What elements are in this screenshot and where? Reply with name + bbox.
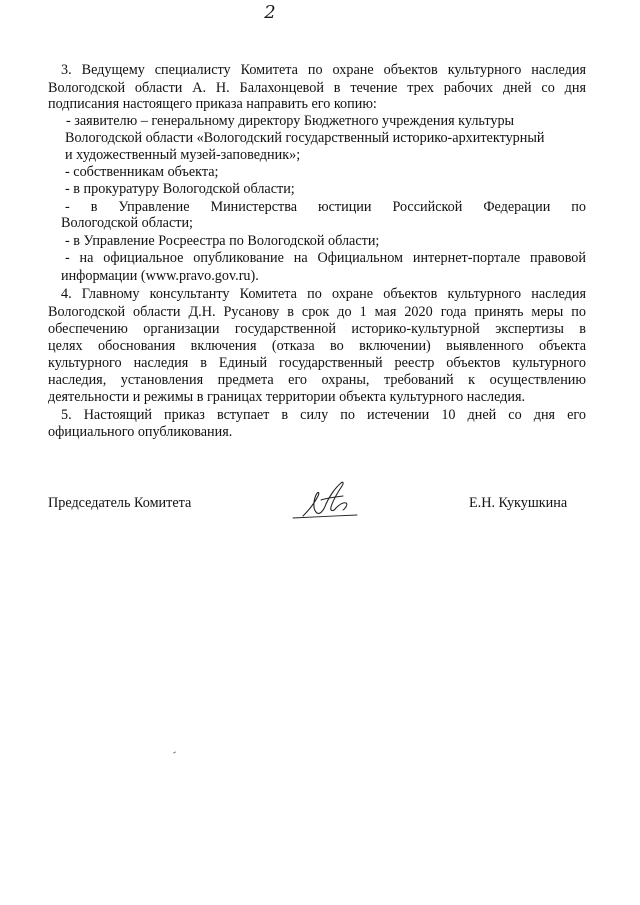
recipient-prosecutor: - в прокуратуру Вологодской области; xyxy=(65,181,295,197)
paragraph-4-line-1: 4. Главному консультанту Комитета по охране объектов культурного наследия xyxy=(61,286,586,302)
paragraph-4-line-6: наследия, установления предмета его охраны, требований к осуществлению xyxy=(48,372,586,388)
recipient-ministry-justice-line-2: Вологодской области; xyxy=(61,215,193,231)
paragraph-3-line-1: 3. Ведущему специалисту Комитета по охране объектов культурного наследия xyxy=(61,62,586,78)
page-number: 2 xyxy=(264,2,276,23)
recipient-applicant-line-3: и художественный музей-заповедник»; xyxy=(65,147,301,163)
paragraph-4-line-3: обеспечению организации государственной историко-культурной экспертизы в xyxy=(48,321,586,337)
paragraph-5-line-1: 5. Настоящий приказ вступает в силу по истечении 10 дней со дня его xyxy=(61,407,586,423)
paragraph-3-line-2: Вологодской области А. Н. Балахонцевой в течение трех рабочих дней со дня xyxy=(48,80,586,96)
paragraph-4-line-2: Вологодской области Д.Н. Русанову в срок до 1 мая 2020 года принять меры по xyxy=(48,304,586,320)
recipient-publication-line-2: информации (www.pravo.gov.ru). xyxy=(61,268,259,284)
recipient-owners: - собственникам объекта; xyxy=(65,164,219,180)
recipient-publication-line-1: - на официальное опубликование на Официальном интернет-портале правовой xyxy=(65,250,586,266)
recipient-applicant-line-2: Вологодской области «Вологодский государственный историко-архитектурный xyxy=(65,130,545,146)
recipient-rosreestr: - в Управление Росреестра по Вологодской области; xyxy=(65,233,380,249)
recipient-applicant-line-1: - заявителю – генеральному директору Бюджетного учреждения культуры xyxy=(66,113,515,129)
paragraph-3-line-3: подписания настоящего приказа направить его копию: xyxy=(48,96,377,112)
paragraph-4-line-7: деятельности и режимы в границах территории объекта культурного наследия. xyxy=(48,389,526,405)
scan-speck xyxy=(173,751,176,753)
handwritten-signature xyxy=(291,480,361,522)
recipient-ministry-justice-line-1: - в Управление Министерства юстиции Российской Федерации по xyxy=(65,199,586,215)
paragraph-4-line-5: культурного наследия в Единый государственный реестр объектов культурного xyxy=(48,355,586,371)
signatory-name: Е.Н. Кукушкина xyxy=(469,495,568,511)
signatory-position: Председатель Комитета xyxy=(48,495,192,511)
paragraph-4-line-4: целях обоснования включения (отказа во включении) выявленного объекта xyxy=(48,338,586,354)
paragraph-5-line-2: официального опубликования. xyxy=(48,424,233,440)
